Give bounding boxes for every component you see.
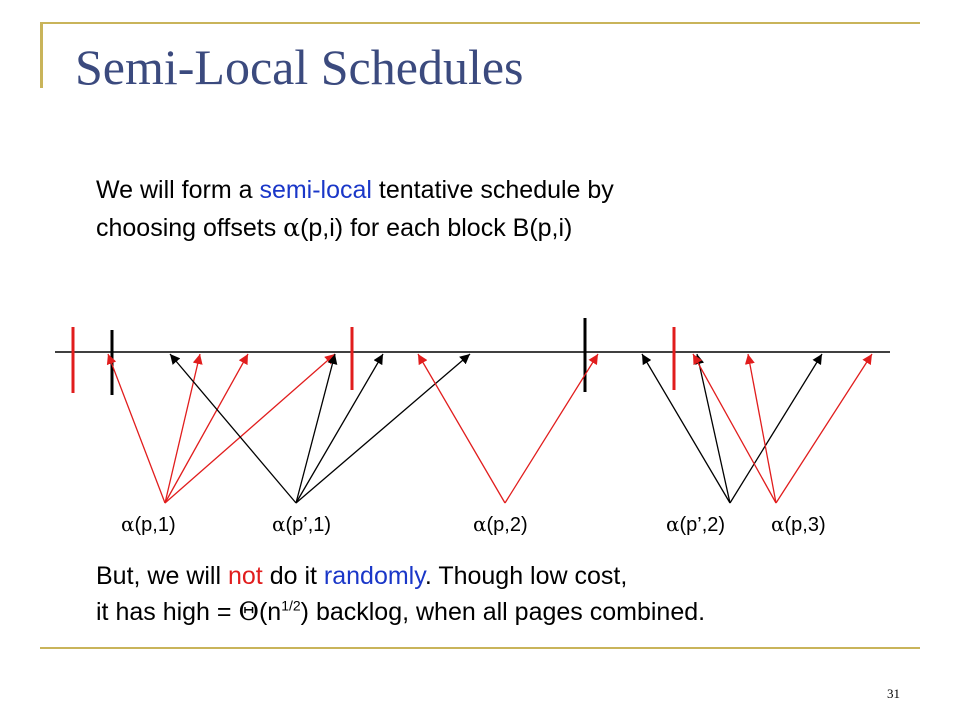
offset-label — [771, 512, 826, 537]
offset-arrow — [170, 354, 296, 503]
alpha-symbol: α — [771, 512, 785, 536]
offset-arrow — [165, 354, 248, 503]
offset-label-text: (p,3) — [784, 514, 826, 536]
offset-arrow — [165, 354, 200, 503]
intro-text: tentative schedule by — [371, 176, 614, 204]
offset-arrow — [505, 354, 598, 503]
offset-arrow — [108, 354, 165, 503]
alpha-symbol: α — [666, 512, 680, 536]
offset-arrow — [296, 354, 470, 503]
intro-text: choosing offsets — [96, 214, 284, 242]
intro-text: We will form a — [96, 176, 260, 204]
conclusion-line-1 — [96, 558, 627, 594]
randomly-highlight: randomly — [323, 562, 425, 590]
slide-title: Semi-Local Schedules — [75, 39, 524, 95]
offset-arrow — [418, 354, 505, 503]
conclusion-text: But, we will — [96, 562, 228, 590]
alpha-symbol: α — [283, 213, 301, 242]
intro-text: (p,i) for each block B(p,i) — [300, 214, 573, 242]
offset-label — [666, 512, 725, 537]
conclusion-text: it has high = — [96, 598, 239, 626]
offset-arrow — [296, 354, 335, 503]
offset-label-text: (p,2) — [486, 514, 528, 536]
offset-label — [121, 512, 176, 537]
conclusion-text: (n — [258, 598, 282, 626]
page-number: 31 — [887, 686, 900, 701]
frame-bottom-rule — [40, 647, 920, 649]
conclusion-text: do it — [262, 562, 324, 590]
offset-arrow — [748, 354, 776, 503]
theta-symbol: Θ — [238, 597, 259, 626]
conclusion-text: . Though low cost, — [424, 562, 628, 590]
offset-label-text: (p,1) — [134, 514, 176, 536]
offset-arrow — [776, 354, 872, 503]
semi-local-highlight: semi-local — [259, 176, 372, 204]
offset-label-text: (p’,1) — [285, 514, 332, 536]
offset-arrow — [642, 354, 730, 503]
alpha-symbol: α — [473, 512, 487, 536]
offset-label — [272, 512, 331, 537]
offset-label-text: (p’,2) — [679, 514, 726, 536]
offset-arrow — [730, 354, 822, 503]
alpha-symbol: α — [121, 512, 135, 536]
exponent: 1/2 — [281, 597, 301, 614]
offset-label — [473, 512, 528, 537]
offset-arrow — [697, 354, 730, 503]
offset-arrow — [693, 354, 776, 503]
conclusion-text: ) backlog, when all pages combined. — [300, 598, 706, 626]
conclusion-line-2 — [96, 594, 705, 630]
alpha-symbol: α — [272, 512, 286, 536]
not-highlight: not — [227, 562, 263, 590]
